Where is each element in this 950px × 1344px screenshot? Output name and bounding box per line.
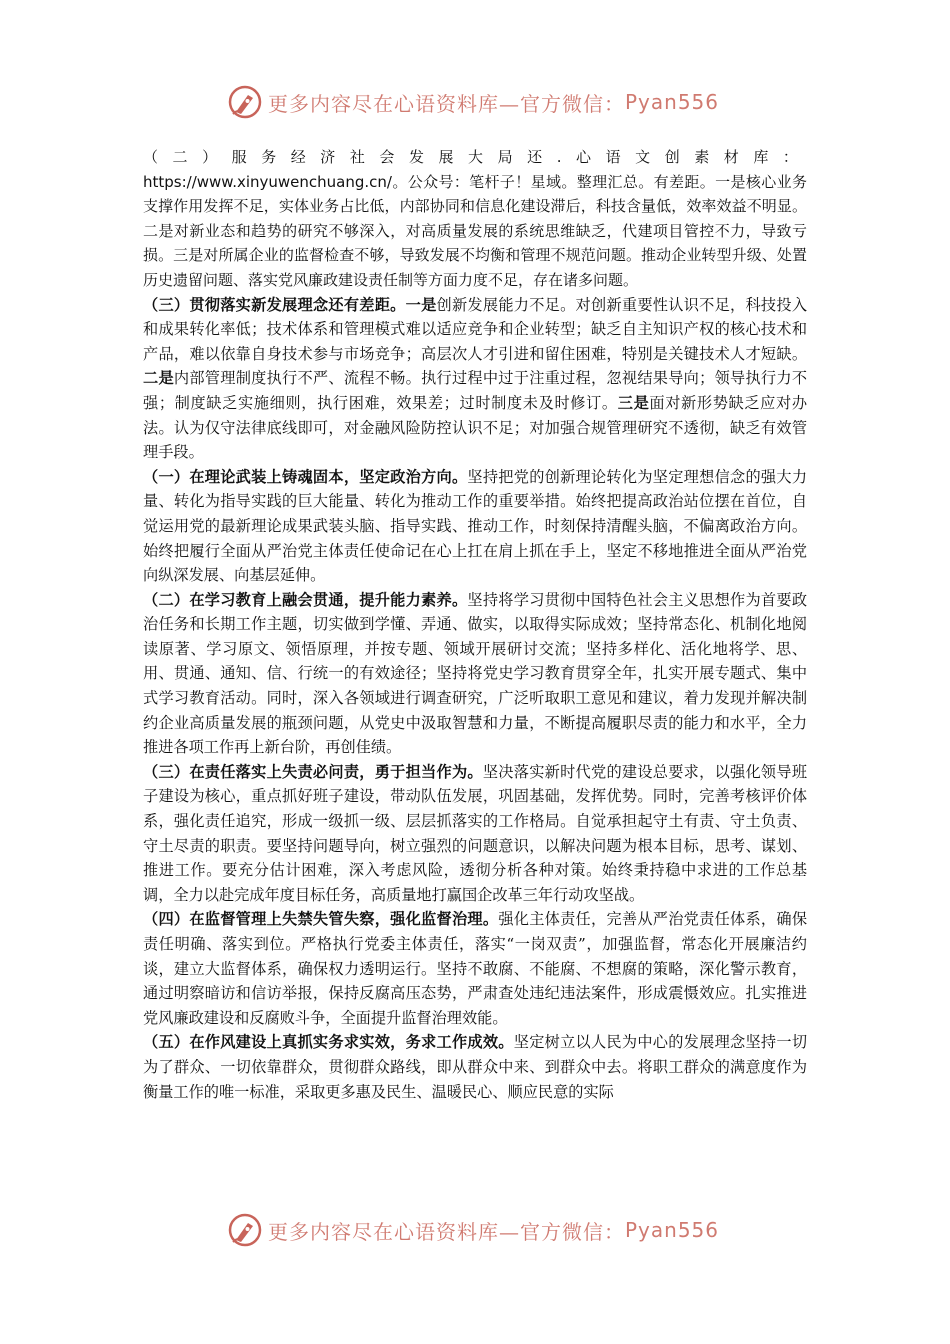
item-marker: 二是 xyxy=(143,369,174,388)
paragraph-body: https://www.xinyuwenchuang.cn/。公众号：笔杆子！星域。整理汇总。有差距。一是核心业务支撑作用发挥不足，实体业务占比低，内部协同和信息化建设滞后，科技含量低，效率效益不明显。二是对新业态和趋势的研究不够深入，对高质量发展的系统思维缺乏，代建项目管控不力，导致亏损。三是对所属企业的监督检查不够，导致发展不均衡和管理不规范问题。推动企业转型升级、处置历史遗留问题、落实党风廉政建设责任制等方面力度不足，存在诸多问题。 xyxy=(143,172,807,289)
watermark-text: 更多内容尽在心语资料库—官方微信： xyxy=(268,1219,625,1244)
paragraph-body: 内部管理制度执行不严、流程不畅。执行过程中过于注重过程，忽视结果导向；领导执行力不强；制度缺乏实施细则，执行困难，效果差；过时制度未及时修订。 xyxy=(143,369,808,412)
paragraph-2-3 xyxy=(143,293,807,465)
paragraph-3-2 xyxy=(143,588,807,760)
paragraph-lead: （三）在责任落实上失责必问责，勇于担当作为。 xyxy=(143,762,483,781)
paragraph-3-4 xyxy=(143,907,807,1030)
item-marker: 三是 xyxy=(617,393,650,412)
watermark-text: 更多内容尽在心语资料库—官方微信： xyxy=(268,91,625,116)
watermark-banner-top xyxy=(228,84,748,120)
paragraph-body: 面对新形势缺乏应对办法。认为仅守法律底线即可，对金融风险防控认识不足；对加强合规管理研究不透彻，缺乏有效管理手段。 xyxy=(143,393,808,462)
section-lead-spaced: （二）服务经济社会发展大局还.心语文创素材库： xyxy=(143,148,807,166)
watermark-banner-bottom xyxy=(228,1212,748,1248)
paragraph-3-1 xyxy=(143,465,807,588)
paragraph-body: 坚定树立以人民为中心的发展理念坚持一切为了群众、一切依靠群众，贯彻群众路线，即从群众中来、到群众中去。将职工群众的满意度作为衡量工作的唯一标准，采取更多惠及民生、温暖民心、顺应民意的实际 xyxy=(143,1033,808,1101)
pen-nib-logo-icon xyxy=(228,1213,262,1247)
paragraph-lead: （一）在理论武装上铸魂固本，坚定政治方向。 xyxy=(143,467,468,486)
paragraph-lead: （三）贯彻落实新发展理念还有差距。 xyxy=(143,295,406,314)
paragraph-body: 创新发展能力不足。对创新重要性认识不足，科技投入和成果转化率低；技术体系和管理模式难以适应竞争和企业转型；缺乏自主知识产权的核心技术和产品，难以依靠自身技术参与市场竞争；高层次人才引进和留住困难，特别是关键技术人才短缺。 xyxy=(143,295,808,363)
document-body xyxy=(143,145,807,1104)
paragraph-body: 强化主体责任，完善从严治党责任体系，确保责任明确、落实到位。严格执行党委主体责任，落实“一岗双责”，加强监督，常态化开展廉洁约谈，建立大监督体系，确保权力透明运行。坚持不敢腐、不能腐、不想腐的策略，深化警示教育，通过明察暗访和信访举报，保持反腐高压态势，严肃查处违纪违法案件，形成震慑效应。扎实推进党风廉政建设和反腐败斗争，全面提升监督治理效能。 xyxy=(143,910,808,1027)
paragraph-lead: （二）在学习教育上融会贯通，提升能力素养。 xyxy=(143,590,468,609)
paragraph-3-5 xyxy=(143,1030,807,1104)
pen-nib-logo-icon xyxy=(228,85,262,119)
paragraph-3-3 xyxy=(143,760,807,908)
paragraph-body: 坚决落实新时代党的建设总要求，以强化领导班子建设为核心，重点抓好班子建设，带动队伍发展，巩固基础，发挥优势。同时，完善考核评价体系，强化责任追究，形成一级抓一级、层层抓落实的工作格局。自觉承担起守土有责、守土负责、守土尽责的职责。要坚持问题导向，树立强烈的问题意识，以解决问题为根本目标，思考、谋划、推进工作。要充分估计困难，深入考虑风险，透彻分析各种对策。始终秉持稳中求进的工作总基调，全力以赴完成年度目标任务，高质量地打赢国企改革三年行动攻坚战。 xyxy=(143,762,808,904)
watermark-wechat-id: Pyan556 xyxy=(625,90,720,114)
paragraph-body: 坚持将学习贯彻中国特色社会主义思想作为首要政治任务和长期工作主题，切实做到学懂、弄通、做实，以取得实际成效；坚持常态化、机制化地阅读原著、学习原文、领悟原理，并按专题、领域开展研讨交流；坚持多样化、活化地将学、思、用、贯通、通知、信、行统一的有效途径；坚持将党史学习教育贯穿全年，扎实开展专题式、集中式学习教育活动。同时，深入各领域进行调查研究，广泛听取职工意见和建议，着力发现并解决制约企业高质量发展的瓶颈问题，从党史中汲取智慧和力量，不断提高履职尽责的能力和水平，全力推进各项工作再上新台阶，再创佳绩。 xyxy=(143,590,808,757)
paragraph-2-2 xyxy=(143,145,807,293)
paragraph-body: 坚持把党的创新理论转化为坚定理想信念的强大力量、转化为指导实践的巨大能量、转化为推动工作的重要举措。始终把提高政治站位摆在首位，自觉运用党的最新理论成果武装头脑、指导实践、推动工作，时刻保持清醒头脑，不偏离政治方向。始终把履行全面从严治党主体责任使命记在心上扛在肩上抓在手上，坚定不移地推进全面从严治党向纵深发展、向基层延伸。 xyxy=(143,467,808,585)
paragraph-lead: （五）在作风建设上真抓实务求实效，务求工作成效。 xyxy=(143,1033,514,1052)
paragraph-lead: （四）在监督管理上失禁失管失察，强化监督治理。 xyxy=(143,910,499,929)
watermark-wechat-id: Pyan556 xyxy=(625,1218,720,1242)
item-marker: 一是 xyxy=(405,295,437,314)
